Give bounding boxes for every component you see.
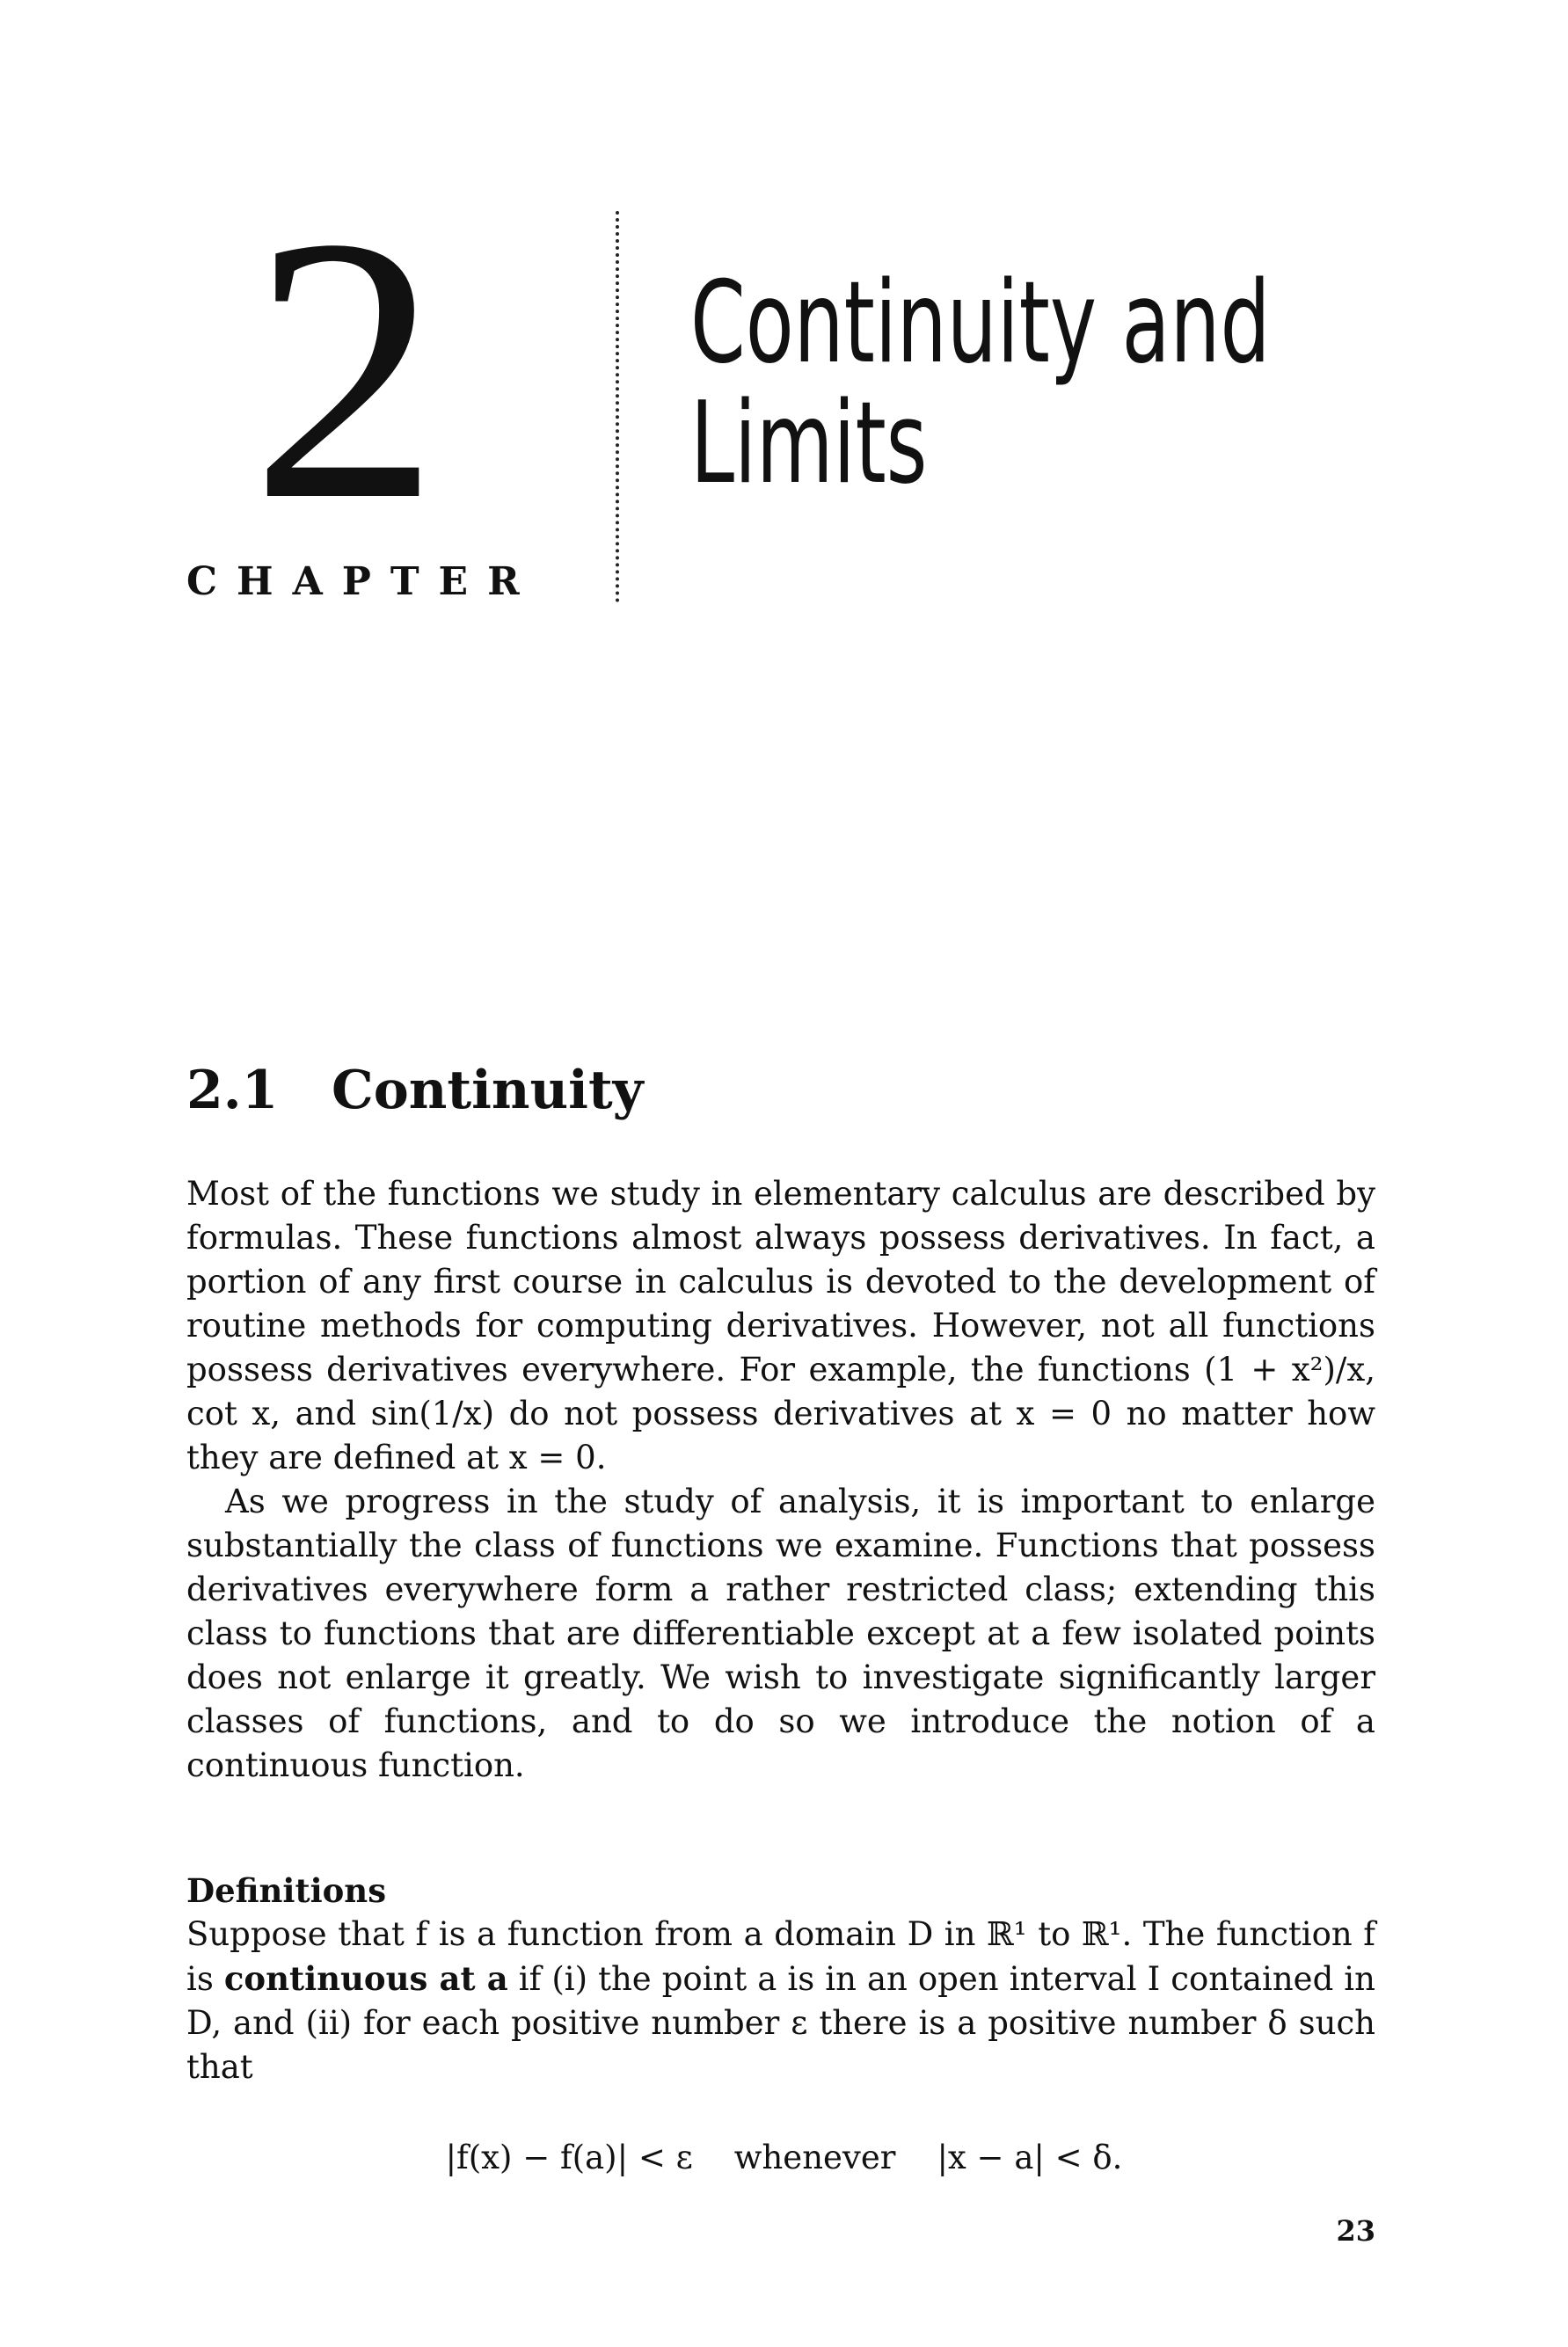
defined-term: continuous at a xyxy=(223,1959,508,1998)
paragraph: Most of the functions we study in elementary calculus are described by formulas. These functions almost always possess derivatives. In fact, a portion of any first course in calculus is devoted to the development of routine methods for computing derivatives. However, not all functions possess derivatives everywhere. For example, the functions (1 + x²)/x, cot x, and sin(1/x) do not possess derivatives at x = 0 no matter how they are defined at x = 0. xyxy=(186,1175,1375,1476)
definition-paragraph xyxy=(186,1913,1375,2089)
dotted-divider xyxy=(616,211,619,602)
page-number: 23 xyxy=(1336,2214,1375,2248)
chapter-title-line-2: Limits xyxy=(690,377,928,509)
intro-text xyxy=(186,1172,1375,1788)
chapter-title xyxy=(690,258,1434,509)
continuity-formula: |f(x) − f(a)| < ε whenever |x − a| < δ. xyxy=(445,2139,1123,2176)
definitions-heading: Definitions xyxy=(186,1871,387,1910)
definition-text xyxy=(186,1913,1375,2089)
definition-text-after: if (i) the point a is in an open interval I contained in D, and (ii) for each positive number ε there is a positive number δ such that xyxy=(186,1960,1375,2086)
paragraph: As we progress in the study of analysis, it is important to enlarge substantially the class of functions we examine. Functions that possess derivatives everywhere form a rather restricted class; extending this class to functions that are differentiable except at a few isolated points does not enlarge it greatly. We wish to investigate significantly larger classes of functions, and to do so we introduce the notion of a continuous function. xyxy=(186,1483,1375,1784)
chapter-title-line-1: Continuity and xyxy=(690,258,1271,389)
section-title: Continuity xyxy=(332,1060,644,1121)
chapter-number: 2 xyxy=(251,160,440,579)
definition-text-before: Suppose that f is a function from a domain D in ℝ¹ to ℝ¹. The function f is xyxy=(186,1915,1375,1998)
chapter-label: CHAPTER xyxy=(186,559,539,604)
section-heading xyxy=(186,1060,644,1121)
section-number: 2.1 xyxy=(186,1060,279,1121)
